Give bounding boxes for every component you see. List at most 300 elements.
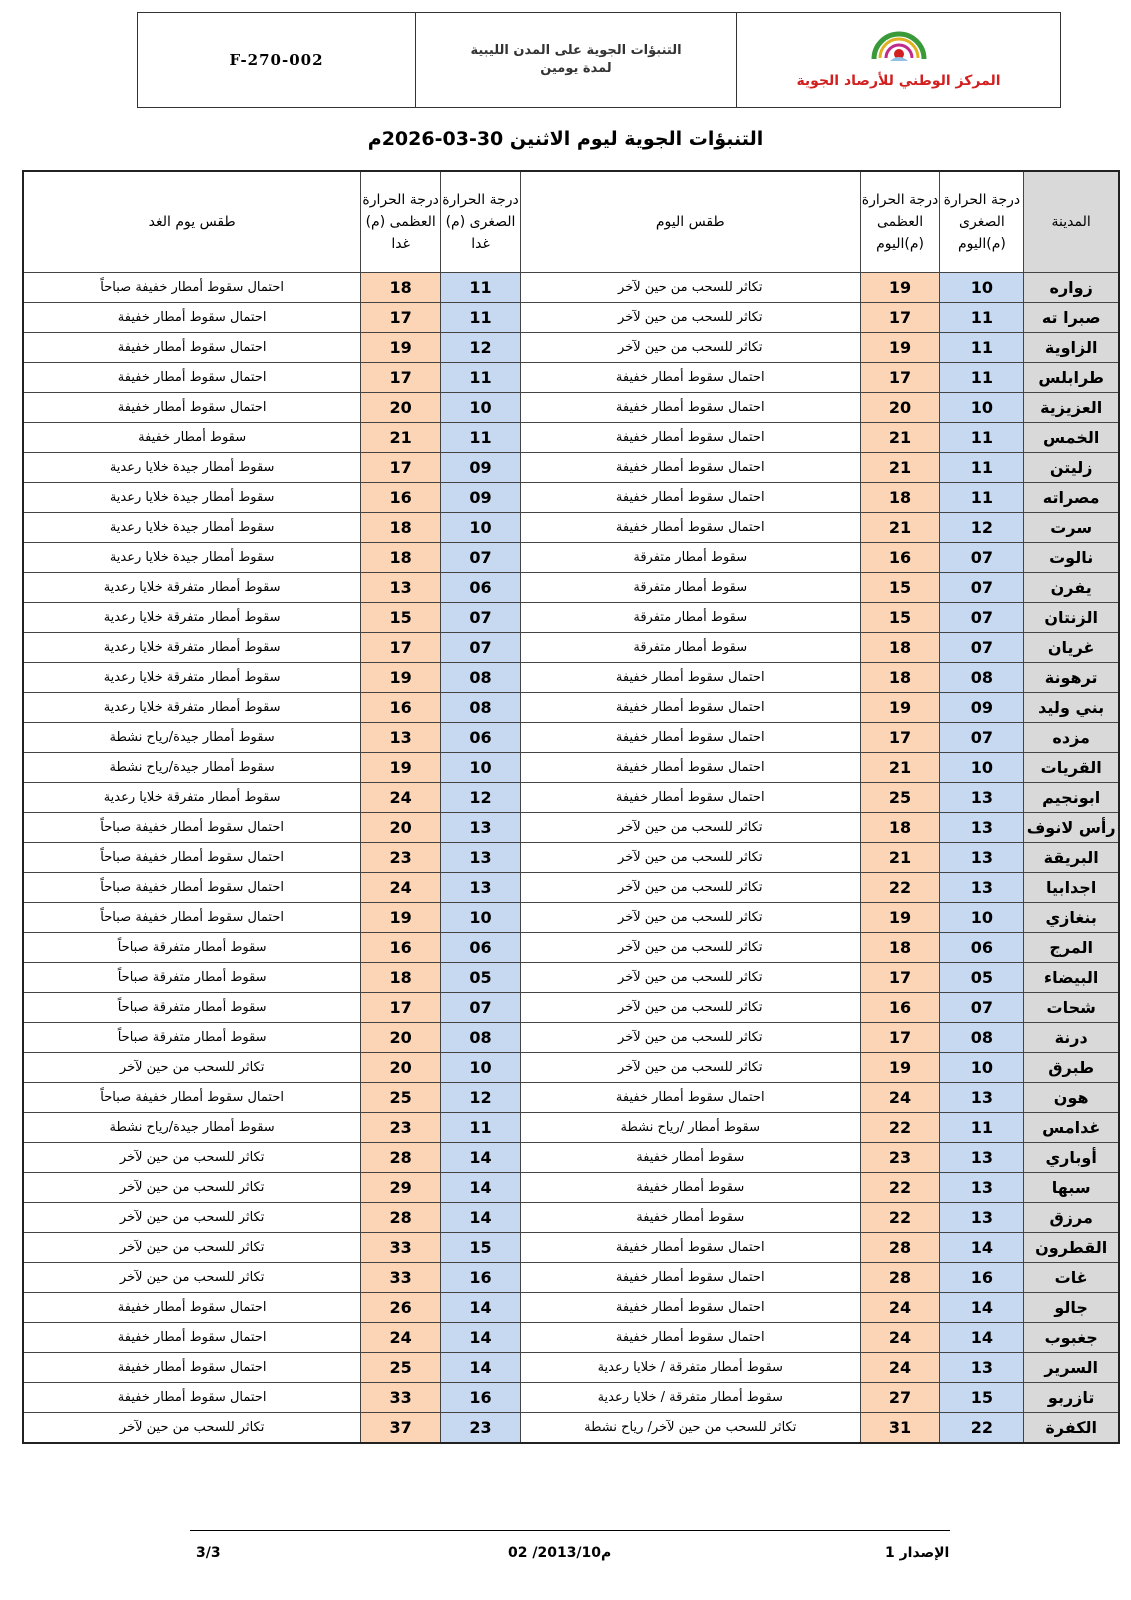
city-name: غات [1024, 1263, 1119, 1293]
table-row [23, 813, 1119, 843]
max-temp-today: 19 [860, 333, 940, 363]
weather-tomorrow: سقوط أمطار متفرقة خلايا رعدية [23, 693, 361, 723]
max-temp-tomorrow: 20 [361, 393, 441, 423]
table-row [23, 543, 1119, 573]
column-header-min-tomorrow: درجة الحرارة الصغرى (م) غدا [441, 171, 521, 273]
weather-today: تكاثر للسحب من حين لآخر [520, 303, 860, 333]
weather-tomorrow: تكاثر للسحب من حين لآخر [23, 1413, 361, 1443]
table-row [23, 723, 1119, 753]
min-temp-today: 11 [940, 363, 1024, 393]
min-temp-today: 14 [940, 1293, 1024, 1323]
min-temp-tomorrow: 14 [441, 1353, 521, 1383]
weather-tomorrow: سقوط أمطار جيدة/رياح نشطة [23, 723, 361, 753]
weather-tomorrow: تكاثر للسحب من حين لآخر [23, 1143, 361, 1173]
column-header-max-today: درجة الحرارة العظمى (م)اليوم [860, 171, 940, 273]
min-temp-tomorrow: 10 [441, 1053, 521, 1083]
city-name: القريات [1024, 753, 1119, 783]
max-temp-tomorrow: 18 [361, 513, 441, 543]
max-temp-tomorrow: 24 [361, 873, 441, 903]
table-row [23, 273, 1119, 303]
min-temp-tomorrow: 12 [441, 333, 521, 363]
city-name: أوباري [1024, 1143, 1119, 1173]
footer-date: 02 /2013/10م [508, 1545, 612, 1561]
weather-tomorrow: احتمال سقوط أمطار خفيفة صباحاً [23, 813, 361, 843]
table-row [23, 1083, 1119, 1113]
max-temp-tomorrow: 13 [361, 573, 441, 603]
min-temp-today: 13 [940, 1143, 1024, 1173]
weather-today: سقوط أمطار خفيفة [520, 1203, 860, 1233]
weather-today: سقوط أمطار خفيفة [520, 1143, 860, 1173]
weather-tomorrow: احتمال سقوط أمطار خفيفة [23, 393, 361, 423]
max-temp-today: 28 [860, 1263, 940, 1293]
max-temp-tomorrow: 19 [361, 753, 441, 783]
max-temp-tomorrow: 28 [361, 1203, 441, 1233]
min-temp-tomorrow: 09 [441, 453, 521, 483]
weather-today: احتمال سقوط أمطار خفيفة [520, 483, 860, 513]
weather-tomorrow: تكاثر للسحب من حين لآخر [23, 1173, 361, 1203]
weather-tomorrow: احتمال سقوط أمطار خفيفة صباحاً [23, 873, 361, 903]
weather-tomorrow: سقوط أمطار متفرقة خلايا رعدية [23, 573, 361, 603]
table-row [23, 933, 1119, 963]
city-name: يفرن [1024, 573, 1119, 603]
max-temp-today: 21 [860, 453, 940, 483]
table-row [23, 1383, 1119, 1413]
weather-today: احتمال سقوط أمطار خفيفة [520, 783, 860, 813]
max-temp-tomorrow: 29 [361, 1173, 441, 1203]
max-temp-tomorrow: 20 [361, 1053, 441, 1083]
table-row [23, 513, 1119, 543]
min-temp-today: 13 [940, 1203, 1024, 1233]
city-name: ترهونة [1024, 663, 1119, 693]
city-name: مصراته [1024, 483, 1119, 513]
city-name: المرج [1024, 933, 1119, 963]
weather-tomorrow: سقوط أمطار متفرقة خلايا رعدية [23, 603, 361, 633]
table-row [23, 873, 1119, 903]
city-name: صبرا ته [1024, 303, 1119, 333]
max-temp-today: 24 [860, 1323, 940, 1353]
weather-today: احتمال سقوط أمطار خفيفة [520, 393, 860, 423]
min-temp-tomorrow: 16 [441, 1263, 521, 1293]
min-temp-tomorrow: 11 [441, 423, 521, 453]
max-temp-today: 28 [860, 1233, 940, 1263]
max-temp-today: 18 [860, 933, 940, 963]
min-temp-tomorrow: 14 [441, 1173, 521, 1203]
weather-tomorrow: تكاثر للسحب من حين لآخر [23, 1263, 361, 1293]
max-temp-tomorrow: 18 [361, 543, 441, 573]
max-temp-today: 19 [860, 693, 940, 723]
weather-tomorrow: سقوط أمطار جيدة/رياح نشطة [23, 753, 361, 783]
city-name: اجدابيا [1024, 873, 1119, 903]
weather-today: تكاثر للسحب من حين لآخر [520, 993, 860, 1023]
max-temp-today: 18 [860, 813, 940, 843]
weather-today: احتمال سقوط أمطار خفيفة [520, 723, 860, 753]
max-temp-tomorrow: 16 [361, 933, 441, 963]
max-temp-tomorrow: 17 [361, 453, 441, 483]
min-temp-tomorrow: 16 [441, 1383, 521, 1413]
max-temp-today: 20 [860, 393, 940, 423]
max-temp-today: 16 [860, 993, 940, 1023]
max-temp-today: 17 [860, 963, 940, 993]
weather-today: سقوط أمطار متفرقة / خلايا رعدية [520, 1353, 860, 1383]
page-title: التنبؤات الجوية ليوم الاثنين 30-03-2026م [367, 128, 764, 150]
max-temp-tomorrow: 25 [361, 1353, 441, 1383]
table-row [23, 693, 1119, 723]
weather-today: سقوط أمطار متفرقة [520, 633, 860, 663]
min-temp-tomorrow: 10 [441, 903, 521, 933]
table-row [23, 423, 1119, 453]
min-temp-today: 11 [940, 1113, 1024, 1143]
min-temp-today: 13 [940, 783, 1024, 813]
min-temp-tomorrow: 07 [441, 633, 521, 663]
city-name: الخمس [1024, 423, 1119, 453]
min-temp-tomorrow: 08 [441, 663, 521, 693]
weather-today: سقوط أمطار خفيفة [520, 1173, 860, 1203]
weather-tomorrow: احتمال سقوط أمطار خفيفة صباحاً [23, 843, 361, 873]
table-row [23, 363, 1119, 393]
city-name: زواره [1024, 273, 1119, 303]
min-temp-tomorrow: 11 [441, 273, 521, 303]
min-temp-tomorrow: 12 [441, 783, 521, 813]
city-name: العزيزية [1024, 393, 1119, 423]
table-row [23, 603, 1119, 633]
table-header-row [23, 171, 1119, 273]
min-temp-tomorrow: 15 [441, 1233, 521, 1263]
max-temp-today: 16 [860, 543, 940, 573]
table-row [23, 303, 1119, 333]
table-row [23, 483, 1119, 513]
form-code: F-270-002 [229, 51, 324, 69]
city-name: جالو [1024, 1293, 1119, 1323]
max-temp-tomorrow: 17 [361, 993, 441, 1023]
min-temp-today: 11 [940, 453, 1024, 483]
weather-today: سقوط أمطار متفرقة [520, 573, 860, 603]
document-title-box [415, 13, 736, 107]
weather-today: تكاثر للسحب من حين لآخر [520, 903, 860, 933]
min-temp-today: 14 [940, 1323, 1024, 1353]
min-temp-today: 07 [940, 633, 1024, 663]
city-name: ابونجيم [1024, 783, 1119, 813]
max-temp-tomorrow: 17 [361, 363, 441, 393]
max-temp-tomorrow: 17 [361, 633, 441, 663]
weather-tomorrow: احتمال سقوط أمطار خفيفة [23, 363, 361, 393]
weather-today: تكاثر للسحب من حين لآخر [520, 933, 860, 963]
table-row [23, 333, 1119, 363]
footer-page-number: 3/3 [196, 1545, 221, 1561]
max-temp-today: 31 [860, 1413, 940, 1443]
min-temp-tomorrow: 07 [441, 993, 521, 1023]
max-temp-today: 17 [860, 723, 940, 753]
forecast-rows [23, 273, 1119, 1443]
column-header-city: المدينة [1024, 171, 1119, 273]
weather-tomorrow: سقوط أمطار متفرقة صباحاً [23, 933, 361, 963]
weather-today: سقوط أمطار متفرقة [520, 543, 860, 573]
city-name: سبها [1024, 1173, 1119, 1203]
city-name: مرزق [1024, 1203, 1119, 1233]
min-temp-tomorrow: 11 [441, 363, 521, 393]
max-temp-tomorrow: 20 [361, 813, 441, 843]
column-header-min-today: درجة الحرارة الصغرى (م)اليوم [940, 171, 1024, 273]
weather-tomorrow: سقوط أمطار جيدة/رياح نشطة [23, 1113, 361, 1143]
max-temp-tomorrow: 23 [361, 1113, 441, 1143]
city-name: القطرون [1024, 1233, 1119, 1263]
forecast-table [22, 170, 1120, 1444]
min-temp-tomorrow: 09 [441, 483, 521, 513]
max-temp-tomorrow: 16 [361, 483, 441, 513]
city-name: نالوت [1024, 543, 1119, 573]
city-name: مزده [1024, 723, 1119, 753]
table-row [23, 843, 1119, 873]
min-temp-today: 13 [940, 843, 1024, 873]
max-temp-today: 22 [860, 873, 940, 903]
max-temp-today: 21 [860, 843, 940, 873]
weather-today: تكاثر للسحب من حين لآخر [520, 813, 860, 843]
max-temp-tomorrow: 19 [361, 903, 441, 933]
weather-tomorrow: احتمال سقوط أمطار خفيفة صباحاً [23, 1083, 361, 1113]
min-temp-today: 12 [940, 513, 1024, 543]
weather-tomorrow: سقوط أمطار جيدة خلايا رعدية [23, 453, 361, 483]
city-name: بنغازي [1024, 903, 1119, 933]
doc-title-line1: التنبؤات الجوية على المدن الليبية [470, 43, 682, 58]
max-temp-today: 17 [860, 303, 940, 333]
city-name: طبرق [1024, 1053, 1119, 1083]
table-row [23, 1053, 1119, 1083]
weather-tomorrow: سقوط أمطار خفيفة [23, 423, 361, 453]
city-name: غدامس [1024, 1113, 1119, 1143]
min-temp-today: 22 [940, 1413, 1024, 1443]
table-row [23, 993, 1119, 1023]
max-temp-today: 18 [860, 663, 940, 693]
table-row [23, 1173, 1119, 1203]
weather-tomorrow: تكاثر للسحب من حين لآخر [23, 1203, 361, 1233]
weather-today: تكاثر للسحب من حين لآخر/ رياح نشطة [520, 1413, 860, 1443]
table-row [23, 453, 1119, 483]
max-temp-tomorrow: 24 [361, 783, 441, 813]
max-temp-tomorrow: 24 [361, 1323, 441, 1353]
min-temp-tomorrow: 06 [441, 573, 521, 603]
max-temp-tomorrow: 20 [361, 1023, 441, 1053]
doc-title-line2: لمدة يومين [540, 61, 612, 76]
max-temp-today: 22 [860, 1203, 940, 1233]
city-name: الزنتان [1024, 603, 1119, 633]
city-name: سرت [1024, 513, 1119, 543]
max-temp-today: 19 [860, 273, 940, 303]
max-temp-tomorrow: 33 [361, 1383, 441, 1413]
table-row [23, 1233, 1119, 1263]
table-row [23, 663, 1119, 693]
weather-tomorrow: احتمال سقوط أمطار خفيفة [23, 1293, 361, 1323]
max-temp-tomorrow: 18 [361, 963, 441, 993]
min-temp-tomorrow: 14 [441, 1323, 521, 1353]
max-temp-today: 21 [860, 423, 940, 453]
weather-today: احتمال سقوط أمطار خفيفة [520, 1083, 860, 1113]
weather-today: تكاثر للسحب من حين لآخر [520, 843, 860, 873]
weather-today: احتمال سقوط أمطار خفيفة [520, 1263, 860, 1293]
min-temp-today: 13 [940, 813, 1024, 843]
city-name: طرابلس [1024, 363, 1119, 393]
organization-logo-icon [868, 31, 930, 67]
max-temp-tomorrow: 19 [361, 333, 441, 363]
table-row [23, 963, 1119, 993]
min-temp-today: 11 [940, 483, 1024, 513]
min-temp-today: 07 [940, 723, 1024, 753]
min-temp-today: 11 [940, 333, 1024, 363]
footer-edition: الإصدار 1 [885, 1545, 950, 1561]
city-name: رأس لانوف [1024, 813, 1119, 843]
min-temp-tomorrow: 11 [441, 303, 521, 333]
max-temp-today: 22 [860, 1173, 940, 1203]
max-temp-today: 17 [860, 1023, 940, 1053]
city-name: البيضاء [1024, 963, 1119, 993]
max-temp-today: 21 [860, 513, 940, 543]
weather-today: احتمال سقوط أمطار خفيفة [520, 453, 860, 483]
min-temp-today: 13 [940, 1083, 1024, 1113]
weather-tomorrow: سقوط أمطار متفرقة صباحاً [23, 1023, 361, 1053]
city-name: زليتن [1024, 453, 1119, 483]
weather-today: تكاثر للسحب من حين لآخر [520, 1053, 860, 1083]
weather-tomorrow: احتمال سقوط أمطار خفيفة [23, 333, 361, 363]
organization-name: المركز الوطني للأرصاد الجوية [796, 73, 1001, 89]
weather-today: سقوط أمطار /رياح نشطة [520, 1113, 860, 1143]
max-temp-today: 17 [860, 363, 940, 393]
max-temp-tomorrow: 17 [361, 303, 441, 333]
city-name: الكفرة [1024, 1413, 1119, 1443]
table-row [23, 1113, 1119, 1143]
table-row [23, 1023, 1119, 1053]
weather-today: تكاثر للسحب من حين لآخر [520, 1023, 860, 1053]
weather-today: احتمال سقوط أمطار خفيفة [520, 363, 860, 393]
weather-today: احتمال سقوط أمطار خفيفة [520, 513, 860, 543]
weather-tomorrow: سقوط أمطار متفرقة خلايا رعدية [23, 633, 361, 663]
city-name: بني وليد [1024, 693, 1119, 723]
min-temp-tomorrow: 10 [441, 513, 521, 543]
max-temp-today: 15 [860, 573, 940, 603]
weather-tomorrow: احتمال سقوط أمطار خفيفة [23, 303, 361, 333]
weather-today: سقوط أمطار متفرقة [520, 603, 860, 633]
table-row [23, 1263, 1119, 1293]
max-temp-tomorrow: 15 [361, 603, 441, 633]
table-row [23, 1143, 1119, 1173]
table-row [23, 753, 1119, 783]
max-temp-tomorrow: 19 [361, 663, 441, 693]
max-temp-today: 27 [860, 1383, 940, 1413]
organization-box [736, 13, 1060, 107]
weather-tomorrow: احتمال سقوط أمطار خفيفة [23, 1383, 361, 1413]
min-temp-today: 05 [940, 963, 1024, 993]
weather-tomorrow: تكاثر للسحب من حين لآخر [23, 1053, 361, 1083]
min-temp-today: 13 [940, 873, 1024, 903]
weather-today: تكاثر للسحب من حين لآخر [520, 333, 860, 363]
table-row [23, 1203, 1119, 1233]
max-temp-today: 24 [860, 1293, 940, 1323]
max-temp-tomorrow: 28 [361, 1143, 441, 1173]
max-temp-today: 19 [860, 903, 940, 933]
table-row [23, 633, 1119, 663]
min-temp-tomorrow: 10 [441, 753, 521, 783]
city-name: السرير [1024, 1353, 1119, 1383]
min-temp-tomorrow: 14 [441, 1203, 521, 1233]
min-temp-today: 10 [940, 1053, 1024, 1083]
table-row [23, 903, 1119, 933]
weather-tomorrow: احتمال سقوط أمطار خفيفة [23, 1353, 361, 1383]
max-temp-tomorrow: 26 [361, 1293, 441, 1323]
max-temp-tomorrow: 18 [361, 273, 441, 303]
city-name: هون [1024, 1083, 1119, 1113]
weather-tomorrow: احتمال سقوط أمطار خفيفة صباحاً [23, 273, 361, 303]
max-temp-today: 19 [860, 1053, 940, 1083]
weather-tomorrow: سقوط أمطار متفرقة خلايا رعدية [23, 783, 361, 813]
weather-tomorrow: سقوط أمطار متفرقة خلايا رعدية [23, 663, 361, 693]
table-row [23, 1353, 1119, 1383]
weather-tomorrow: سقوط أمطار متفرقة صباحاً [23, 963, 361, 993]
min-temp-today: 13 [940, 1173, 1024, 1203]
min-temp-today: 14 [940, 1233, 1024, 1263]
city-name: شحات [1024, 993, 1119, 1023]
min-temp-tomorrow: 14 [441, 1293, 521, 1323]
weather-tomorrow: احتمال سقوط أمطار خفيفة [23, 1323, 361, 1353]
table-row [23, 1293, 1119, 1323]
max-temp-today: 22 [860, 1113, 940, 1143]
weather-today: احتمال سقوط أمطار خفيفة [520, 663, 860, 693]
max-temp-tomorrow: 33 [361, 1263, 441, 1293]
weather-today: تكاثر للسحب من حين لآخر [520, 873, 860, 903]
min-temp-today: 06 [940, 933, 1024, 963]
max-temp-today: 15 [860, 603, 940, 633]
max-temp-tomorrow: 13 [361, 723, 441, 753]
column-header-weather-today: طقس اليوم [520, 171, 860, 273]
weather-tomorrow: سقوط أمطار جيدة خلايا رعدية [23, 483, 361, 513]
max-temp-tomorrow: 23 [361, 843, 441, 873]
weather-tomorrow: تكاثر للسحب من حين لآخر [23, 1233, 361, 1263]
max-temp-today: 24 [860, 1083, 940, 1113]
min-temp-tomorrow: 11 [441, 1113, 521, 1143]
weather-today: احتمال سقوط أمطار خفيفة [520, 1323, 860, 1353]
city-name: البريقة [1024, 843, 1119, 873]
weather-today: احتمال سقوط أمطار خفيفة [520, 1293, 860, 1323]
city-name: غريان [1024, 633, 1119, 663]
min-temp-tomorrow: 07 [441, 603, 521, 633]
footer-rule [190, 1530, 950, 1531]
min-temp-today: 07 [940, 603, 1024, 633]
min-temp-tomorrow: 08 [441, 693, 521, 723]
min-temp-today: 11 [940, 423, 1024, 453]
city-name: درنة [1024, 1023, 1119, 1053]
max-temp-today: 21 [860, 753, 940, 783]
min-temp-tomorrow: 13 [441, 813, 521, 843]
table-row [23, 1323, 1119, 1353]
min-temp-today: 08 [940, 663, 1024, 693]
min-temp-today: 15 [940, 1383, 1024, 1413]
min-temp-today: 16 [940, 1263, 1024, 1293]
weather-today: سقوط أمطار متفرقة / خلايا رعدية [520, 1383, 860, 1413]
min-temp-tomorrow: 10 [441, 393, 521, 423]
weather-today: احتمال سقوط أمطار خفيفة [520, 423, 860, 453]
min-temp-today: 08 [940, 1023, 1024, 1053]
min-temp-today: 10 [940, 273, 1024, 303]
column-header-weather-tomorrow: طقس يوم الغد [23, 171, 361, 273]
weather-tomorrow: سقوط أمطار جيدة خلايا رعدية [23, 543, 361, 573]
min-temp-tomorrow: 23 [441, 1413, 521, 1443]
city-name: الزاوية [1024, 333, 1119, 363]
max-temp-today: 23 [860, 1143, 940, 1173]
table-row [23, 393, 1119, 423]
min-temp-tomorrow: 13 [441, 873, 521, 903]
min-temp-tomorrow: 05 [441, 963, 521, 993]
weather-today: تكاثر للسحب من حين لآخر [520, 963, 860, 993]
min-temp-tomorrow: 08 [441, 1023, 521, 1053]
column-header-max-tomorrow: درجة الحرارة العظمى (م) غدا [361, 171, 441, 273]
max-temp-tomorrow: 37 [361, 1413, 441, 1443]
max-temp-today: 25 [860, 783, 940, 813]
